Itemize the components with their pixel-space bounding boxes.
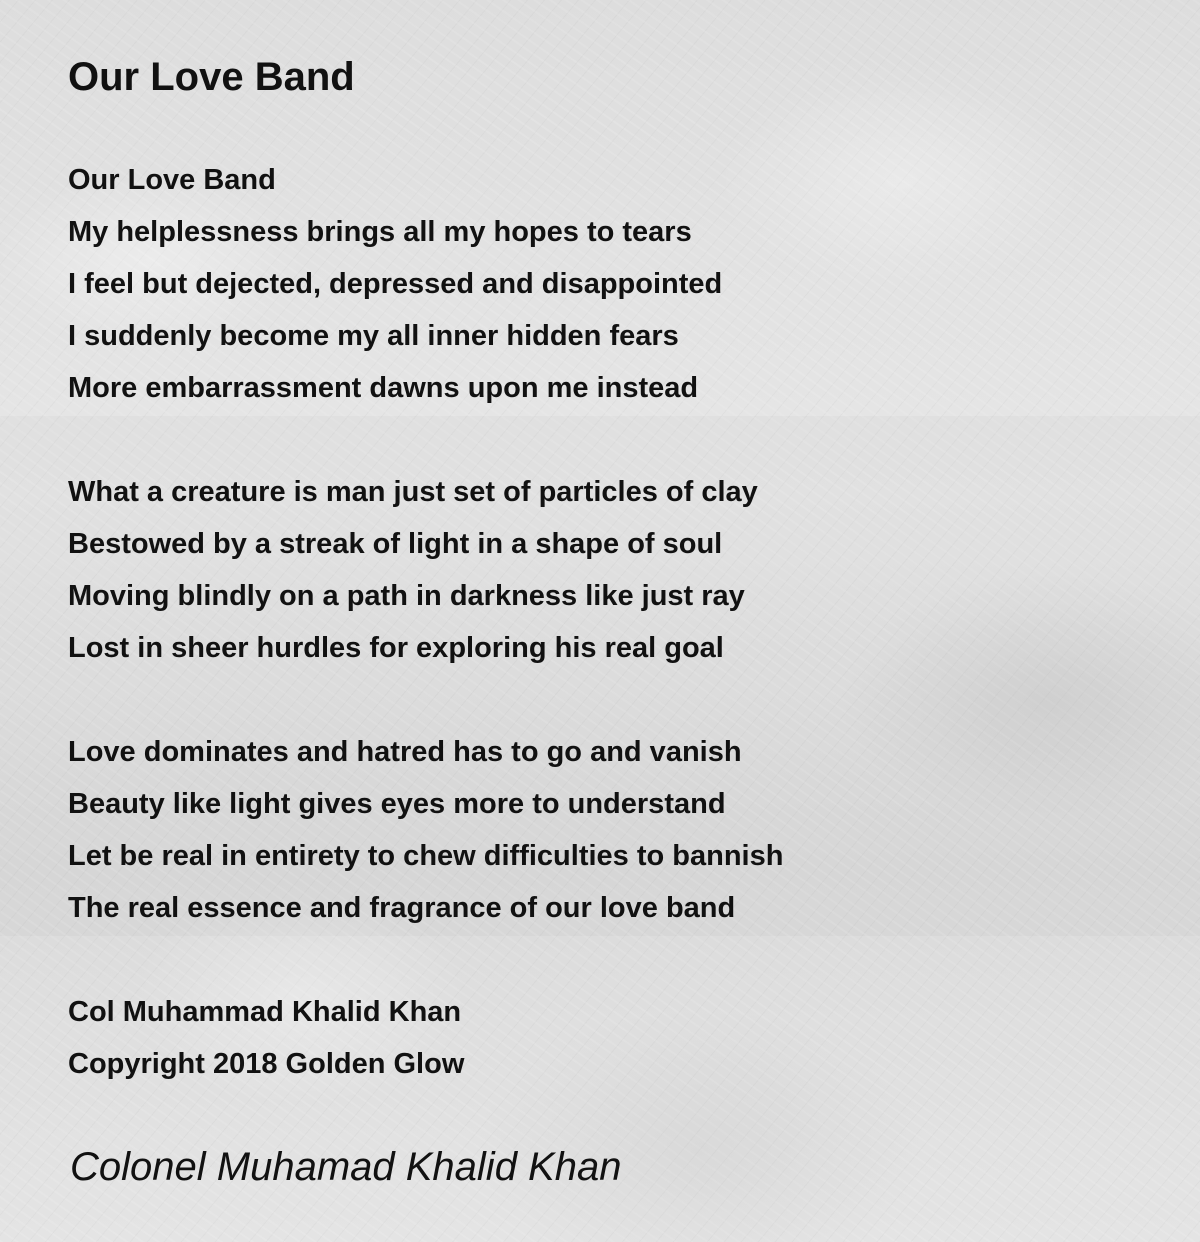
stanza-break	[68, 934, 1148, 986]
stanza-credits	[68, 986, 1148, 1090]
poem-line: Let be real in entirety to chew difficulties to bannish	[68, 840, 784, 872]
poem-line: Beauty like light gives eyes more to understand	[68, 788, 726, 820]
poem-line: Bestowed by a streak of light in a shape of soul	[68, 528, 723, 560]
stanza-2	[68, 466, 1148, 674]
poem-line: I feel but dejected, depressed and disappointed	[68, 268, 723, 300]
poem-line: Love dominates and hatred has to go and vanish	[68, 736, 742, 768]
copyright-line: Copyright 2018 Golden Glow	[68, 1048, 465, 1080]
stanza-1	[68, 154, 1148, 414]
poem-line: More embarrassment dawns upon me instead	[68, 372, 699, 404]
author-signature: Colonel Muhamad Khalid Khan	[70, 1145, 622, 1189]
stanza-break	[68, 674, 1148, 726]
poem-line: Lost in sheer hurdles for exploring his real goal	[68, 632, 724, 664]
poem-line: My helplessness brings all my hopes to tears	[68, 216, 692, 248]
stanza-3	[68, 726, 1148, 934]
stanza-break	[68, 414, 1148, 466]
author-credit: Col Muhammad Khalid Khan	[68, 996, 462, 1028]
poem-line: Our Love Band	[68, 164, 276, 196]
poem-title: Our Love Band	[68, 55, 355, 99]
poem-line: What a creature is man just set of particles of clay	[68, 476, 758, 508]
poem-line: I suddenly become my all inner hidden fears	[68, 320, 679, 352]
poem-card	[68, 52, 1148, 1090]
poem-body	[68, 154, 1148, 1090]
poem-line: The real essence and fragrance of our love band	[68, 892, 736, 924]
poem-line: Moving blindly on a path in darkness like just ray	[68, 580, 745, 612]
